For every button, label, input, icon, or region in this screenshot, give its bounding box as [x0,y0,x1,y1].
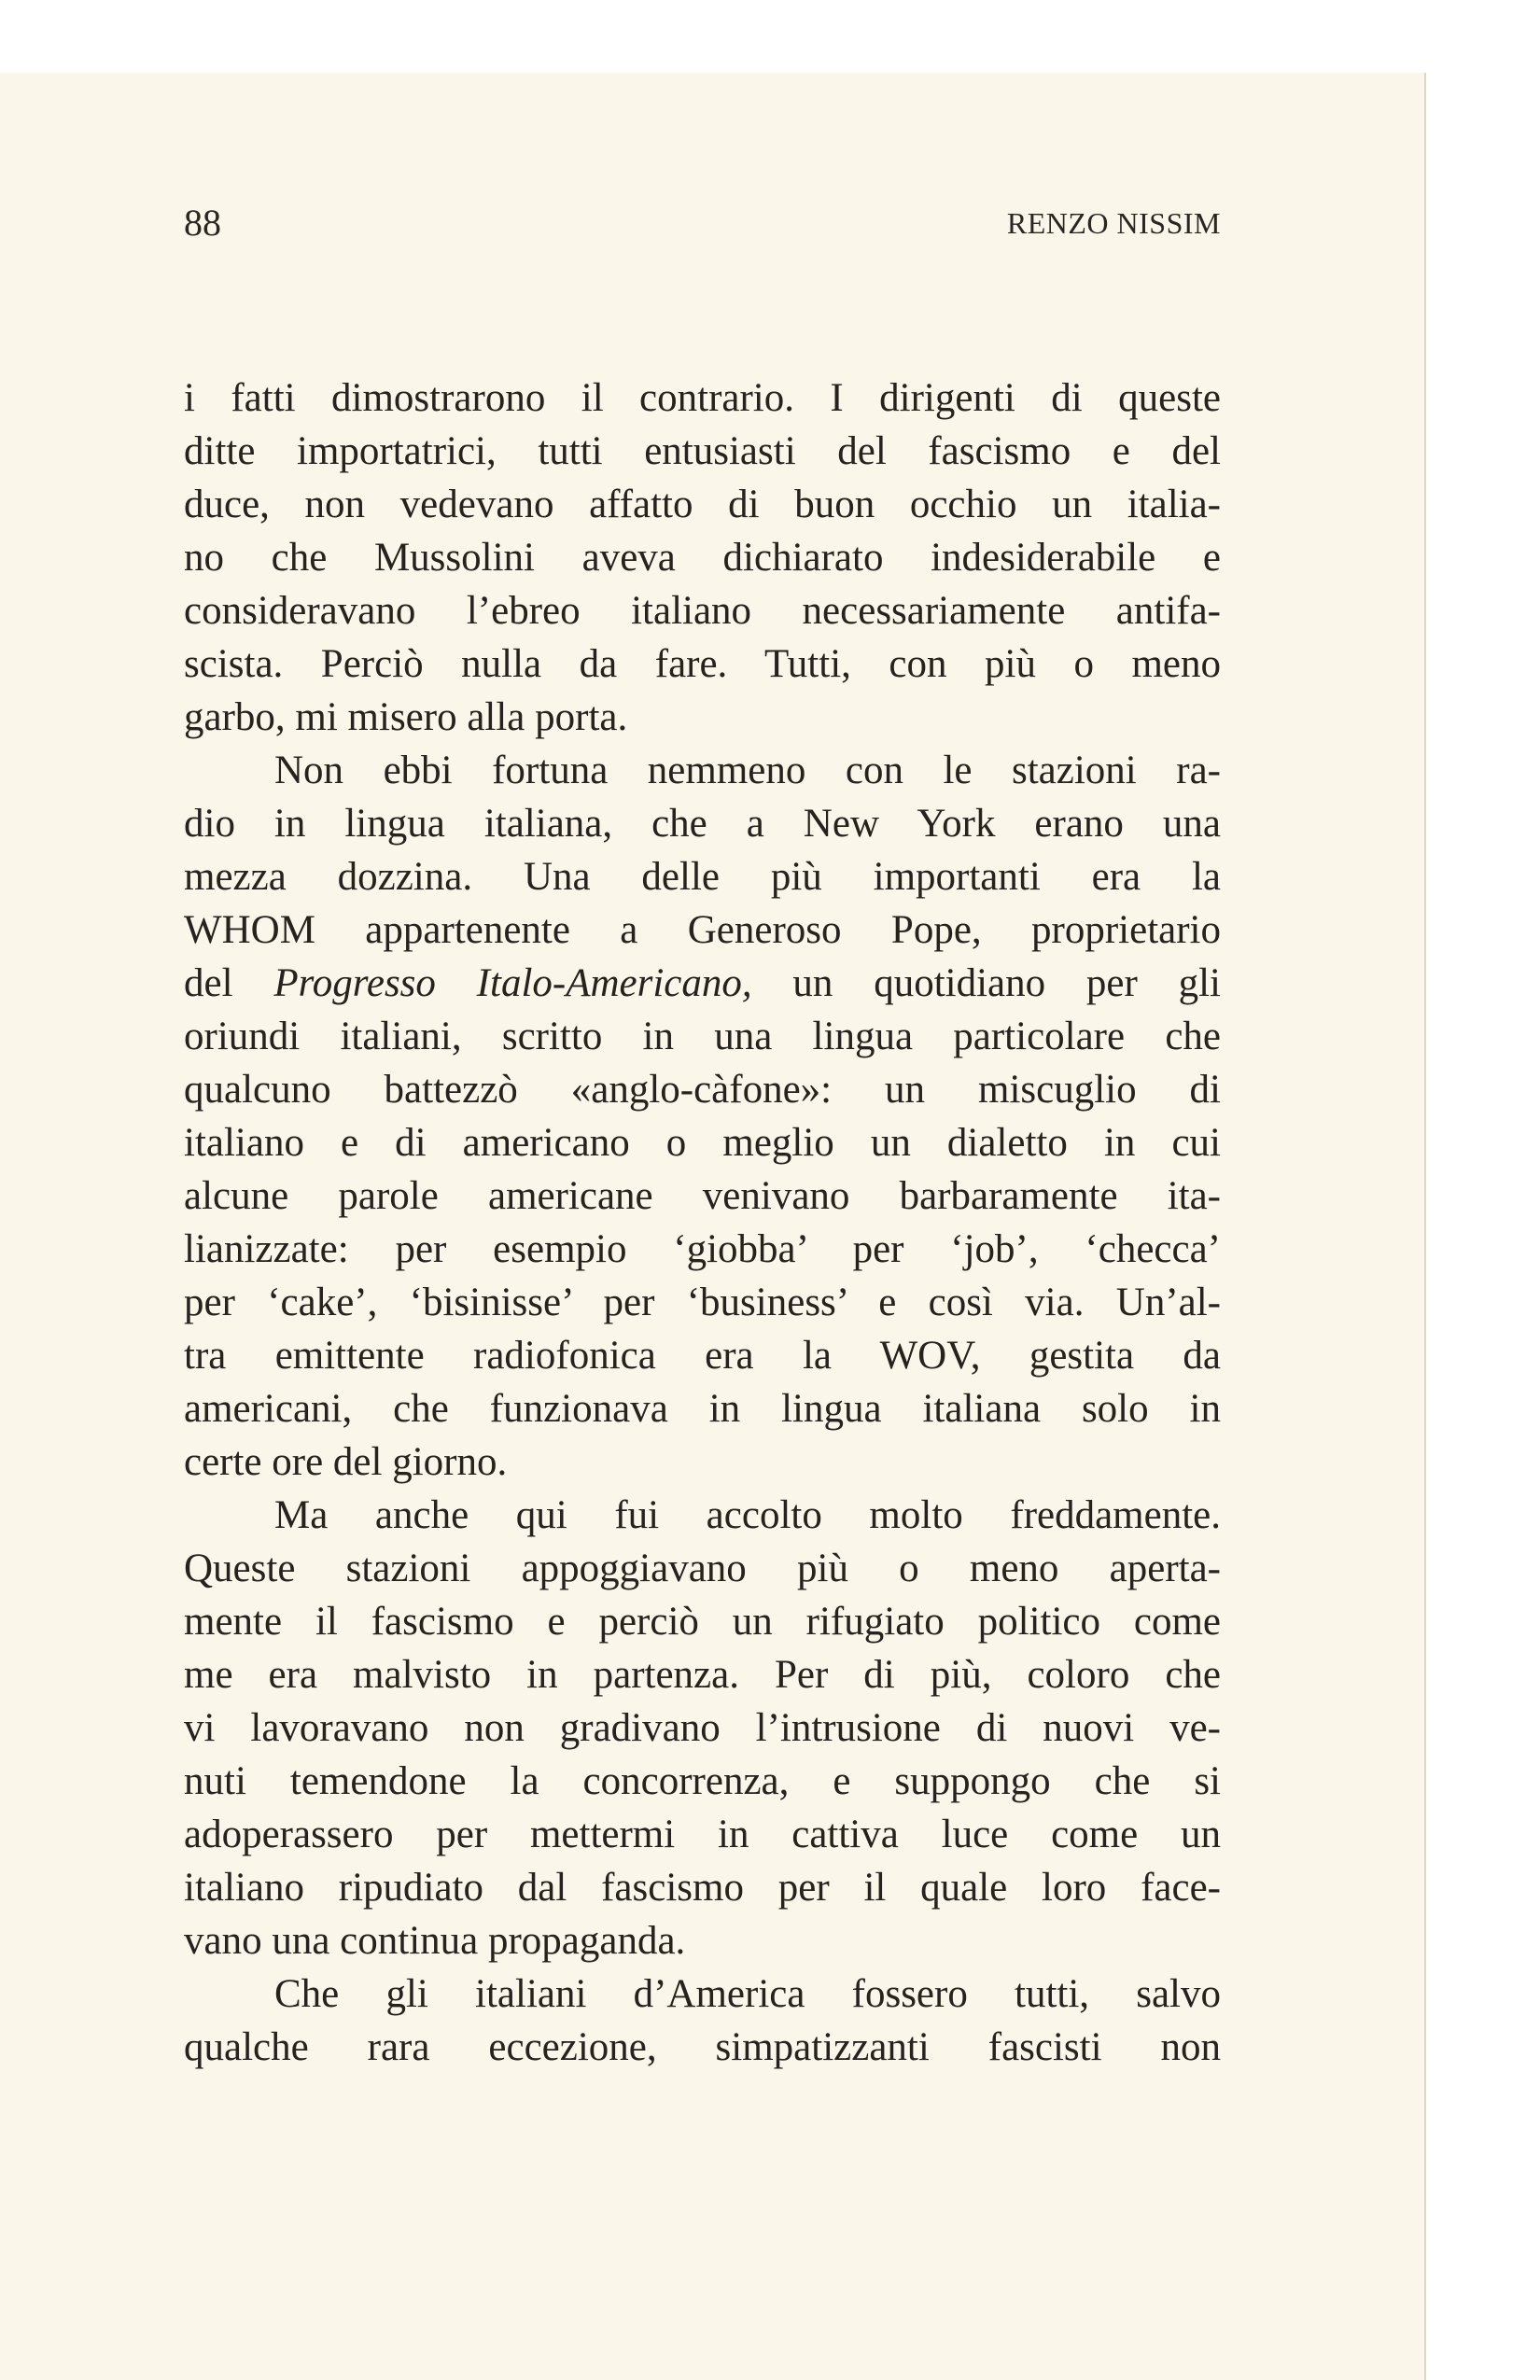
text-line: dio in lingua italiana, che a New York erano una [184,802,1221,846]
text-line: consideravano l’ebreo italiano necessariamente antifa- [184,589,1221,633]
text-line: qualcuno battezzò «anglo-càfone»: un miscuglio di [184,1068,1221,1112]
running-head-author: RENZO NISSIM [1006,206,1221,240]
text-line: nuti temendone la concorrenza, e suppongo che si [184,1759,1221,1803]
text-line: mezza dozzina. Una delle più importanti era la [184,855,1221,899]
text-line: i fatti dimostrarono il contrario. I dirigenti di queste [184,376,1221,420]
running-head [184,201,1221,257]
text-line: ditte importatrici, tutti entusiasti del fascismo e del [184,429,1221,473]
text-line: garbo, mi misero alla porta. [184,695,628,739]
text-line: no che Mussolini aveva dichiarato indesiderabile e [184,536,1221,580]
text-line: alcune parole americane venivano barbaramente ita- [184,1174,1221,1218]
text-line: Che gli italiani d’America fossero tutti, salvo [274,1972,1221,2016]
text-fragment: un quotidiano per gli [751,961,1221,1005]
text-line: americani, che funzionava in lingua italiana solo in [184,1387,1221,1431]
text-line: vi lavoravano non gradivano l’intrusione di nuovi ve- [184,1706,1221,1750]
text-line: Ma anche qui fui accolto molto freddamente. [274,1493,1221,1537]
text-line: qualche rara eccezione, simpatizzanti fascisti non [184,2025,1221,2069]
body-text [184,371,1221,2074]
text-line: Queste stazioni appoggiavano più o meno aperta- [184,1547,1221,1590]
text-line: certe ore del giorno. [184,1440,508,1484]
newspaper-title: Progresso Italo-Americano, [273,961,752,1005]
text-fragment: del [184,961,274,1005]
text-line: duce, non vedevano affatto di buon occhio un italia- [184,483,1221,526]
text-line: vano una continua propaganda. [184,1919,686,1963]
text-line: per ‘cake’, ‘bisinisse’ per ‘business’ e così via. Un’al- [184,1281,1221,1324]
text-line: tra emittente radiofonica era la WOV, gestita da [184,1334,1221,1378]
text-line: italiano e di americano o meglio un dialetto in cui [184,1121,1221,1165]
text-line: italiano ripudiato dal fascismo per il quale loro face- [184,1866,1221,1910]
text-line: oriundi italiani, scritto in una lingua particolare che [184,1015,1221,1058]
text-line: me era malvisto in partenza. Per di più, coloro che [184,1653,1221,1697]
text-line: lianizzate: per esempio ‘giobba’ per ‘job’, ‘checca’ [184,1227,1221,1271]
text-line: WHOM appartenente a Generoso Pope, proprietario [184,908,1221,952]
page-number: 88 [184,202,221,244]
text-line: scista. Perciò nulla da fare. Tutti, con più o meno [184,642,1221,686]
text-line: adoperassero per mettermi in cattiva luce come un [184,1813,1221,1856]
text-line: mente il fascismo e perciò un rifugiato politico come [184,1600,1221,1644]
text-line: Non ebbi fortuna nemmeno con le stazioni ra- [274,749,1221,792]
text-line [184,957,1221,1010]
